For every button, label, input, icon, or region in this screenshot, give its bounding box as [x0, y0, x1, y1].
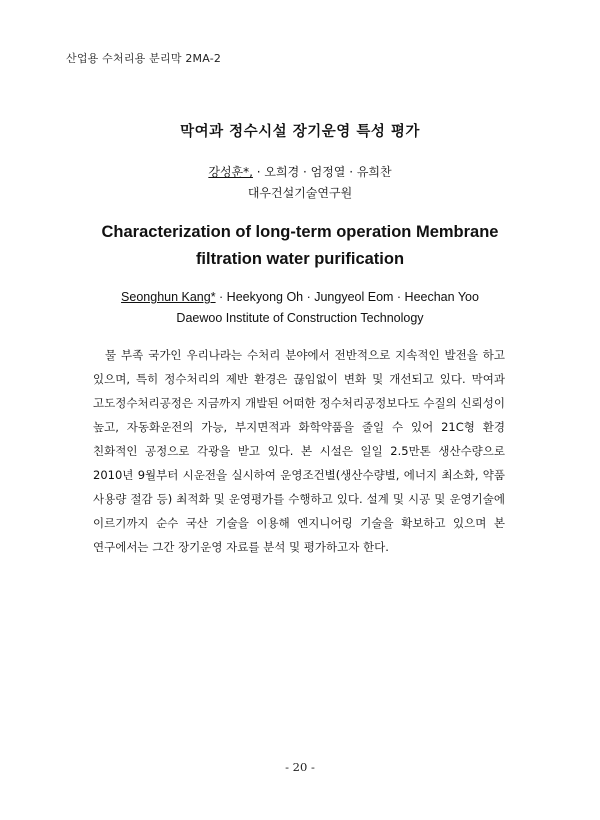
page-number: - 20 -	[285, 760, 315, 774]
english-authors	[0, 290, 600, 304]
english-first-author: Seonghun Kang*	[121, 290, 216, 304]
korean-first-author: 강성훈*,	[208, 165, 253, 179]
session-code: 산업용 수처리용 분리막 2MA-2	[66, 52, 222, 65]
english-coauthors: · Heekyong Oh · Jungyeol Eom · Heechan Yoo	[215, 290, 479, 304]
abstract-paragraph: 물 부족 국가인 우리나라는 수처리 분야에서 전반적으로 지속적인 발전을 하고 있으며, 특히 정수처리의 제반 환경은 끊임없이 변화 및 개선되고 있다. 막여과 고도정수처리공정은 지금까지 개발된 어떠한 정수처리공정보다도 수질의 신뢰성이 높고, 자동화운전의 가능, 부지면적과 화학약품을 줄일 수 있어 21C형 환경 친화적인 공정으로 각광을 받고 있다. 본 시설은 일일 2.5만톤 생산수량으로 2010년 9월부터 시운전을 실시하여 운영조건별(생산수량별, 에너지 최소화, 약품 사용량 절감 등) 최적화 및 운영평가를 수행하고 있다. 설계 및 시공 및 운영기술에 이르기까지 순수 국산 기술을 이용해 엔지니어링 기술을 확보하고 있으며 본 연구에서는 그간 장기운영 자료를 분석 및 평가하고자 한다.	[93, 348, 505, 554]
english-title-line-2: filtration water purification	[195, 250, 405, 268]
korean-authors	[0, 163, 600, 180]
korean-coauthors: · 오희경 · 엄정열 · 유희찬	[252, 165, 392, 179]
english-title-line-1: Characterization of long-term operation Membrane	[101, 223, 499, 241]
english-title	[0, 219, 600, 273]
english-affiliation: Daewoo Institute of Construction Technology	[176, 311, 424, 325]
korean-title: 막여과 정수시설 장기운영 특성 평가	[180, 124, 420, 140]
korean-affiliation: 대우건설기술연구원	[247, 186, 353, 200]
